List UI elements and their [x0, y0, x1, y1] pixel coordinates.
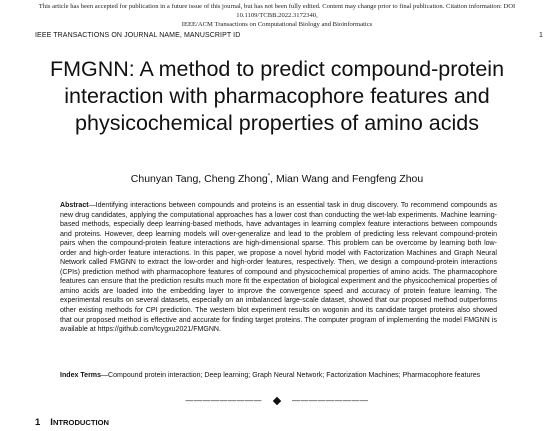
- section-title-rest: NTRODUCTION: [52, 418, 110, 427]
- authors-before: Chunyan Tang, Cheng Zhong: [130, 173, 268, 185]
- section-number: 1: [35, 417, 41, 428]
- section-heading-introduction: [35, 417, 109, 429]
- running-header: [35, 31, 543, 40]
- separator-right-rule: —————————: [292, 396, 369, 405]
- abstract-text: Identifying interactions between compounds and proteins is an essential task in drug discovery. To recommend compounds as new drug candidates, applying the computational approaches has a lower cost than conducting the wet-lab experiments. Machine learning-based methods, especially deep learning-based methods, have advantages in learning complex feature interactions between compounds and proteins. However, deep learning models will over-generalize and lead to the problem of predicting less relevant compound-protein pairs when the compound-protein feature interactions are high-dimensional sparse. This problem can be overcome by learning both low-order and high-order feature interactions. In this paper, we propose a novel hybrid model with Factorization Machines and Graph Neural Network called FMGNN to extract the low-order and high-order features, respectively. Then, we design a compound-protein interactions (CPIs) prediction method with pharmacophore features of compound and physicochemical properties of amino acids. The pharmacophore features can ensure that the prediction results much more fit the expectation of biological experiment and the physicochemical properties of amino acids are loaded into the embedding layer to improve the convergence speed and accuracy of protein feature learning. The experimental results on several datasets, especially on an imbalanced large-scale dataset, showed that our proposed method outperforms other existing methods for CPI prediction. The western blot experiment results on wogonin and its candidate target proteins also showed that our proposed method is effective and accurate for finding target proteins. The computer program of implementing the model FMGNN is available at https://github.com/tcygxu2021/FMGNN.: [60, 202, 497, 334]
- publication-notice: [0, 2, 554, 29]
- index-terms: [60, 371, 497, 381]
- paper-title: FMGNN: A method to predict compound-protein interaction with pharmacophore features and physicochemical properties of amino acids: [49, 57, 505, 135]
- journal-name: IEEE TRANSACTIONS ON JOURNAL NAME, MANUSCRIPT ID: [35, 32, 241, 39]
- separator-left-rule: —————————: [185, 396, 262, 405]
- abstract-dash: —: [88, 202, 96, 209]
- corresponding-author-marker: *: [267, 173, 271, 180]
- section-title-initial: I: [50, 417, 53, 428]
- separator-diamond-icon: [273, 397, 281, 405]
- index-terms-dash: —: [101, 372, 109, 379]
- abstract-label: Abstract: [60, 202, 89, 209]
- author-list: [0, 173, 554, 186]
- section-separator: [0, 396, 554, 406]
- index-terms-text: Compound protein interaction; Deep learning; Graph Neural Network; Factorization Machines; Pharmacophore features: [108, 372, 481, 379]
- page-number: 1: [539, 32, 543, 39]
- publication-notice-line1: This article has been accepted for publication in a future issue of this journal, but has not been fully edited. Content may change prior to final publication. Citation information: DOI 10.1109/TCBB.2022.3172340,: [38, 3, 516, 19]
- index-terms-label: Index Terms: [60, 372, 101, 379]
- publication-notice-line2: IEEE/ACM Transactions on Computational Biology and Bioinformatics: [181, 21, 373, 28]
- authors-after: , Mian Wang and Fengfeng Zhou: [270, 173, 424, 185]
- abstract: [60, 201, 497, 335]
